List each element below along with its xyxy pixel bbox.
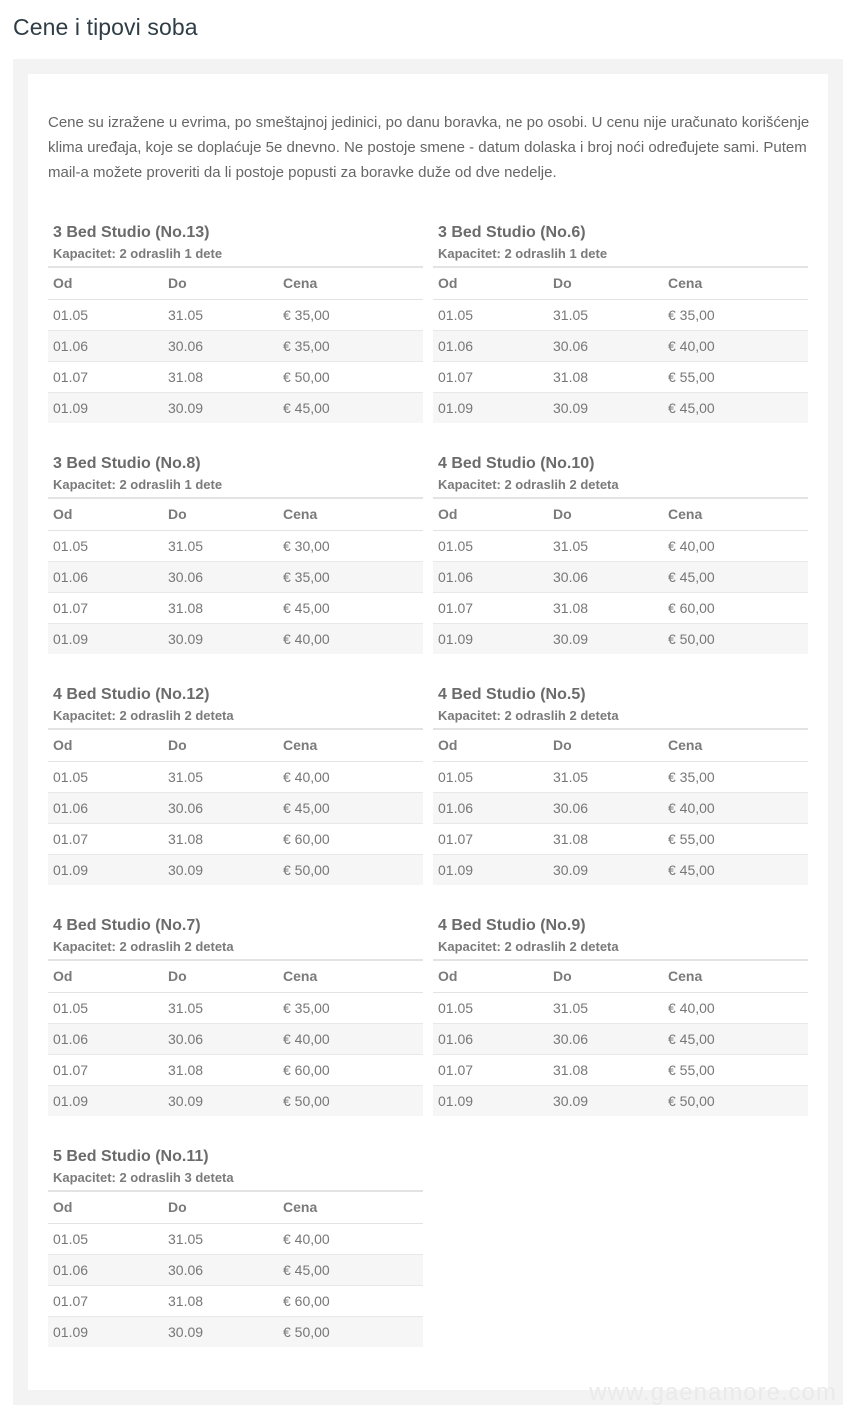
watermark: www.gaenamore.com — [589, 1379, 837, 1406]
cell-from: 01.05 — [433, 761, 548, 792]
cell-price: € 45,00 — [663, 1023, 808, 1054]
table-row — [433, 1085, 808, 1116]
table-header-row — [48, 960, 423, 992]
table-row — [48, 1285, 423, 1316]
cell-price: € 55,00 — [663, 823, 808, 854]
cell-to: 30.09 — [548, 392, 663, 423]
header-cena: Cena — [278, 729, 423, 761]
cell-from: 01.05 — [48, 530, 163, 561]
cell-to: 31.05 — [163, 530, 278, 561]
cell-price: € 40,00 — [663, 330, 808, 361]
table-header-row — [48, 729, 423, 761]
cell-price: € 60,00 — [663, 592, 808, 623]
table-row — [433, 761, 808, 792]
cell-to: 31.08 — [548, 1054, 663, 1085]
cell-price: € 45,00 — [278, 392, 423, 423]
price-table — [433, 497, 808, 654]
table-header-row — [433, 960, 808, 992]
cell-from: 01.06 — [433, 330, 548, 361]
room-capacity: Kapacitet: 2 odraslih 1 dete — [438, 246, 608, 261]
content-panel — [13, 59, 843, 1405]
cell-to: 30.06 — [548, 561, 663, 592]
table-row — [48, 1223, 423, 1254]
cell-from: 01.06 — [48, 1023, 163, 1054]
table-row — [433, 530, 808, 561]
cell-to: 30.09 — [548, 623, 663, 654]
cell-price: € 35,00 — [663, 761, 808, 792]
cell-from: 01.06 — [433, 792, 548, 823]
cell-price: € 35,00 — [663, 299, 808, 330]
header-do: Do — [548, 960, 663, 992]
cell-from: 01.09 — [433, 1085, 548, 1116]
page-title: Cene i tipovi soba — [13, 14, 198, 40]
cell-to: 30.09 — [163, 392, 278, 423]
cell-from: 01.05 — [433, 530, 548, 561]
cell-price: € 50,00 — [278, 361, 423, 392]
cell-to: 30.09 — [548, 1085, 663, 1116]
cell-to: 31.08 — [163, 1285, 278, 1316]
table-row — [48, 623, 423, 654]
room-title: 4 Bed Studio (No.9) — [438, 917, 586, 934]
room-title: 4 Bed Studio (No.5) — [438, 686, 586, 703]
price-table — [48, 959, 423, 1116]
cell-to: 30.06 — [163, 561, 278, 592]
cell-price: € 30,00 — [278, 530, 423, 561]
table-row — [48, 792, 423, 823]
cell-to: 30.06 — [163, 792, 278, 823]
table-row — [48, 1054, 423, 1085]
room-capacity: Kapacitet: 2 odraslih 1 dete — [53, 477, 223, 492]
cell-from: 01.07 — [48, 1054, 163, 1085]
room-title: 4 Bed Studio (No.12) — [53, 686, 210, 703]
table-row — [433, 1054, 808, 1085]
cell-from: 01.09 — [433, 623, 548, 654]
header-od: Od — [48, 729, 163, 761]
header-do: Do — [163, 1191, 278, 1223]
table-row — [48, 761, 423, 792]
header-cena: Cena — [663, 729, 808, 761]
cell-price: € 55,00 — [663, 1054, 808, 1085]
room-block — [48, 915, 423, 1116]
table-header-row — [48, 1191, 423, 1223]
price-table — [48, 497, 423, 654]
cell-price: € 50,00 — [278, 854, 423, 885]
room-capacity: Kapacitet: 2 odraslih 2 deteta — [53, 708, 234, 723]
cell-from: 01.07 — [433, 823, 548, 854]
table-row — [48, 392, 423, 423]
table-row — [48, 1316, 423, 1347]
table-header-row — [48, 267, 423, 299]
cell-price: € 60,00 — [278, 823, 423, 854]
room-capacity: Kapacitet: 2 odraslih 1 dete — [53, 246, 223, 261]
header-cena: Cena — [663, 960, 808, 992]
cell-price: € 35,00 — [278, 299, 423, 330]
cell-to: 30.09 — [548, 854, 663, 885]
intro-text: Cene su izražene u evrima, po smeštajnoj jedinici, po danu boravka, ne po osobi. U cenu nije uračunato korišćenje klima uređaja, koje se doplaćuje 5e dnevno. Ne postoje smene - datum dolaska i broj noći određujete sami. Putem mail-a možete proveriti da li postoje popusti za boravke duže od dve nedelje. — [48, 114, 810, 181]
cell-to: 30.09 — [163, 1316, 278, 1347]
table-header-row — [433, 498, 808, 530]
header-cena: Cena — [278, 960, 423, 992]
table-row — [48, 992, 423, 1023]
cell-price: € 45,00 — [278, 1254, 423, 1285]
cell-to: 30.09 — [163, 854, 278, 885]
cell-from: 01.09 — [433, 854, 548, 885]
cell-from: 01.06 — [48, 1254, 163, 1285]
cell-to: 31.08 — [548, 592, 663, 623]
cell-price: € 40,00 — [663, 792, 808, 823]
cell-from: 01.07 — [48, 1285, 163, 1316]
header-do: Do — [163, 498, 278, 530]
cell-from: 01.05 — [433, 299, 548, 330]
price-table — [48, 1190, 423, 1347]
table-row — [433, 854, 808, 885]
cell-price: € 50,00 — [663, 1085, 808, 1116]
room-title: 3 Bed Studio (No.13) — [53, 224, 210, 241]
cell-price: € 40,00 — [278, 761, 423, 792]
cell-to: 30.09 — [163, 623, 278, 654]
cell-to: 31.08 — [548, 823, 663, 854]
cell-to: 30.06 — [163, 330, 278, 361]
cell-price: € 50,00 — [278, 1316, 423, 1347]
table-row — [48, 561, 423, 592]
cell-price: € 40,00 — [278, 1023, 423, 1054]
table-row — [48, 530, 423, 561]
cell-price: € 60,00 — [278, 1054, 423, 1085]
cell-to: 30.06 — [163, 1254, 278, 1285]
cell-to: 31.05 — [163, 299, 278, 330]
cell-to: 31.05 — [163, 1223, 278, 1254]
cell-from: 01.09 — [48, 392, 163, 423]
header-do: Do — [548, 267, 663, 299]
price-table — [433, 266, 808, 423]
table-header-row — [433, 267, 808, 299]
cell-price: € 35,00 — [278, 561, 423, 592]
cell-price: € 45,00 — [663, 392, 808, 423]
cell-to: 31.08 — [163, 1054, 278, 1085]
header-do: Do — [163, 960, 278, 992]
table-row — [48, 854, 423, 885]
cell-to: 31.05 — [548, 530, 663, 561]
room-block — [433, 453, 808, 654]
room-block — [48, 1146, 423, 1347]
table-row — [433, 623, 808, 654]
room-block — [48, 453, 423, 654]
cell-from: 01.06 — [48, 561, 163, 592]
rooms-grid — [48, 222, 808, 1347]
table-row — [433, 392, 808, 423]
cell-to: 30.06 — [548, 330, 663, 361]
table-row — [433, 330, 808, 361]
room-block — [433, 684, 808, 885]
cell-price: € 45,00 — [278, 792, 423, 823]
room-capacity: Kapacitet: 2 odraslih 3 deteta — [53, 1170, 234, 1185]
cell-from: 01.09 — [48, 1085, 163, 1116]
cell-to: 31.05 — [163, 761, 278, 792]
header-od: Od — [433, 267, 548, 299]
price-table — [48, 266, 423, 423]
room-capacity: Kapacitet: 2 odraslih 2 deteta — [438, 708, 619, 723]
cell-from: 01.06 — [48, 792, 163, 823]
cell-to: 31.05 — [163, 992, 278, 1023]
header-do: Do — [163, 729, 278, 761]
cell-from: 01.07 — [48, 361, 163, 392]
table-row — [433, 361, 808, 392]
cell-price: € 60,00 — [278, 1285, 423, 1316]
room-title: 3 Bed Studio (No.6) — [438, 224, 586, 241]
header-od: Od — [48, 960, 163, 992]
cell-price: € 50,00 — [278, 1085, 423, 1116]
table-row — [48, 823, 423, 854]
cell-price: € 55,00 — [663, 361, 808, 392]
cell-price: € 40,00 — [663, 530, 808, 561]
cell-from: 01.06 — [48, 330, 163, 361]
room-title: 3 Bed Studio (No.8) — [53, 455, 201, 472]
cell-from: 01.07 — [48, 592, 163, 623]
header-cena: Cena — [663, 498, 808, 530]
header-od: Od — [48, 1191, 163, 1223]
cell-price: € 45,00 — [278, 592, 423, 623]
table-row — [433, 299, 808, 330]
cell-to: 31.08 — [163, 361, 278, 392]
table-row — [48, 1023, 423, 1054]
cell-to: 31.05 — [548, 992, 663, 1023]
price-table — [433, 959, 808, 1116]
header-cena: Cena — [663, 267, 808, 299]
cell-to: 30.06 — [548, 792, 663, 823]
room-title: 5 Bed Studio (No.11) — [53, 1148, 209, 1165]
table-header-row — [433, 729, 808, 761]
cell-from: 01.05 — [48, 992, 163, 1023]
room-title: 4 Bed Studio (No.10) — [438, 455, 595, 472]
cell-from: 01.05 — [48, 299, 163, 330]
table-row — [433, 792, 808, 823]
cell-price: € 45,00 — [663, 561, 808, 592]
cell-to: 31.05 — [548, 299, 663, 330]
cell-price: € 40,00 — [278, 1223, 423, 1254]
cell-to: 31.08 — [163, 823, 278, 854]
header-cena: Cena — [278, 498, 423, 530]
price-table — [433, 728, 808, 885]
header-do: Do — [548, 729, 663, 761]
table-row — [433, 561, 808, 592]
header-cena: Cena — [278, 1191, 423, 1223]
table-row — [433, 992, 808, 1023]
cell-from: 01.05 — [48, 761, 163, 792]
cell-price: € 35,00 — [278, 330, 423, 361]
cell-to: 31.05 — [548, 761, 663, 792]
cell-from: 01.09 — [48, 623, 163, 654]
cell-to: 30.06 — [548, 1023, 663, 1054]
room-block — [433, 915, 808, 1116]
header-od: Od — [48, 267, 163, 299]
table-row — [433, 592, 808, 623]
header-od: Od — [433, 498, 548, 530]
cell-to: 31.08 — [548, 361, 663, 392]
cell-from: 01.09 — [433, 392, 548, 423]
table-row — [48, 1085, 423, 1116]
cell-from: 01.06 — [433, 561, 548, 592]
cell-price: € 50,00 — [663, 623, 808, 654]
room-capacity: Kapacitet: 2 odraslih 2 deteta — [53, 939, 234, 954]
table-row — [48, 299, 423, 330]
room-block — [433, 222, 808, 423]
header-do: Do — [548, 498, 663, 530]
table-row — [48, 1254, 423, 1285]
cell-from: 01.09 — [48, 1316, 163, 1347]
header-od: Od — [433, 729, 548, 761]
cell-from: 01.07 — [48, 823, 163, 854]
room-capacity: Kapacitet: 2 odraslih 2 deteta — [438, 939, 619, 954]
cell-from: 01.06 — [433, 1023, 548, 1054]
header-od: Od — [48, 498, 163, 530]
header-cena: Cena — [278, 267, 423, 299]
cell-from: 01.05 — [433, 992, 548, 1023]
table-row — [433, 823, 808, 854]
cell-from: 01.05 — [48, 1223, 163, 1254]
cell-price: € 40,00 — [663, 992, 808, 1023]
content-card — [28, 74, 828, 1390]
table-header-row — [48, 498, 423, 530]
cell-from: 01.09 — [48, 854, 163, 885]
table-row — [48, 361, 423, 392]
cell-price: € 45,00 — [663, 854, 808, 885]
room-title: 4 Bed Studio (No.7) — [53, 917, 201, 934]
cell-to: 30.06 — [163, 1023, 278, 1054]
table-row — [48, 330, 423, 361]
room-block — [48, 684, 423, 885]
cell-from: 01.07 — [433, 1054, 548, 1085]
table-row — [433, 1023, 808, 1054]
header-od: Od — [433, 960, 548, 992]
room-block — [48, 222, 423, 423]
room-capacity: Kapacitet: 2 odraslih 2 deteta — [438, 477, 619, 492]
cell-to: 31.08 — [163, 592, 278, 623]
cell-price: € 35,00 — [278, 992, 423, 1023]
table-row — [48, 592, 423, 623]
cell-price: € 40,00 — [278, 623, 423, 654]
cell-from: 01.07 — [433, 592, 548, 623]
cell-from: 01.07 — [433, 361, 548, 392]
header-do: Do — [163, 267, 278, 299]
price-table — [48, 728, 423, 885]
cell-to: 30.09 — [163, 1085, 278, 1116]
